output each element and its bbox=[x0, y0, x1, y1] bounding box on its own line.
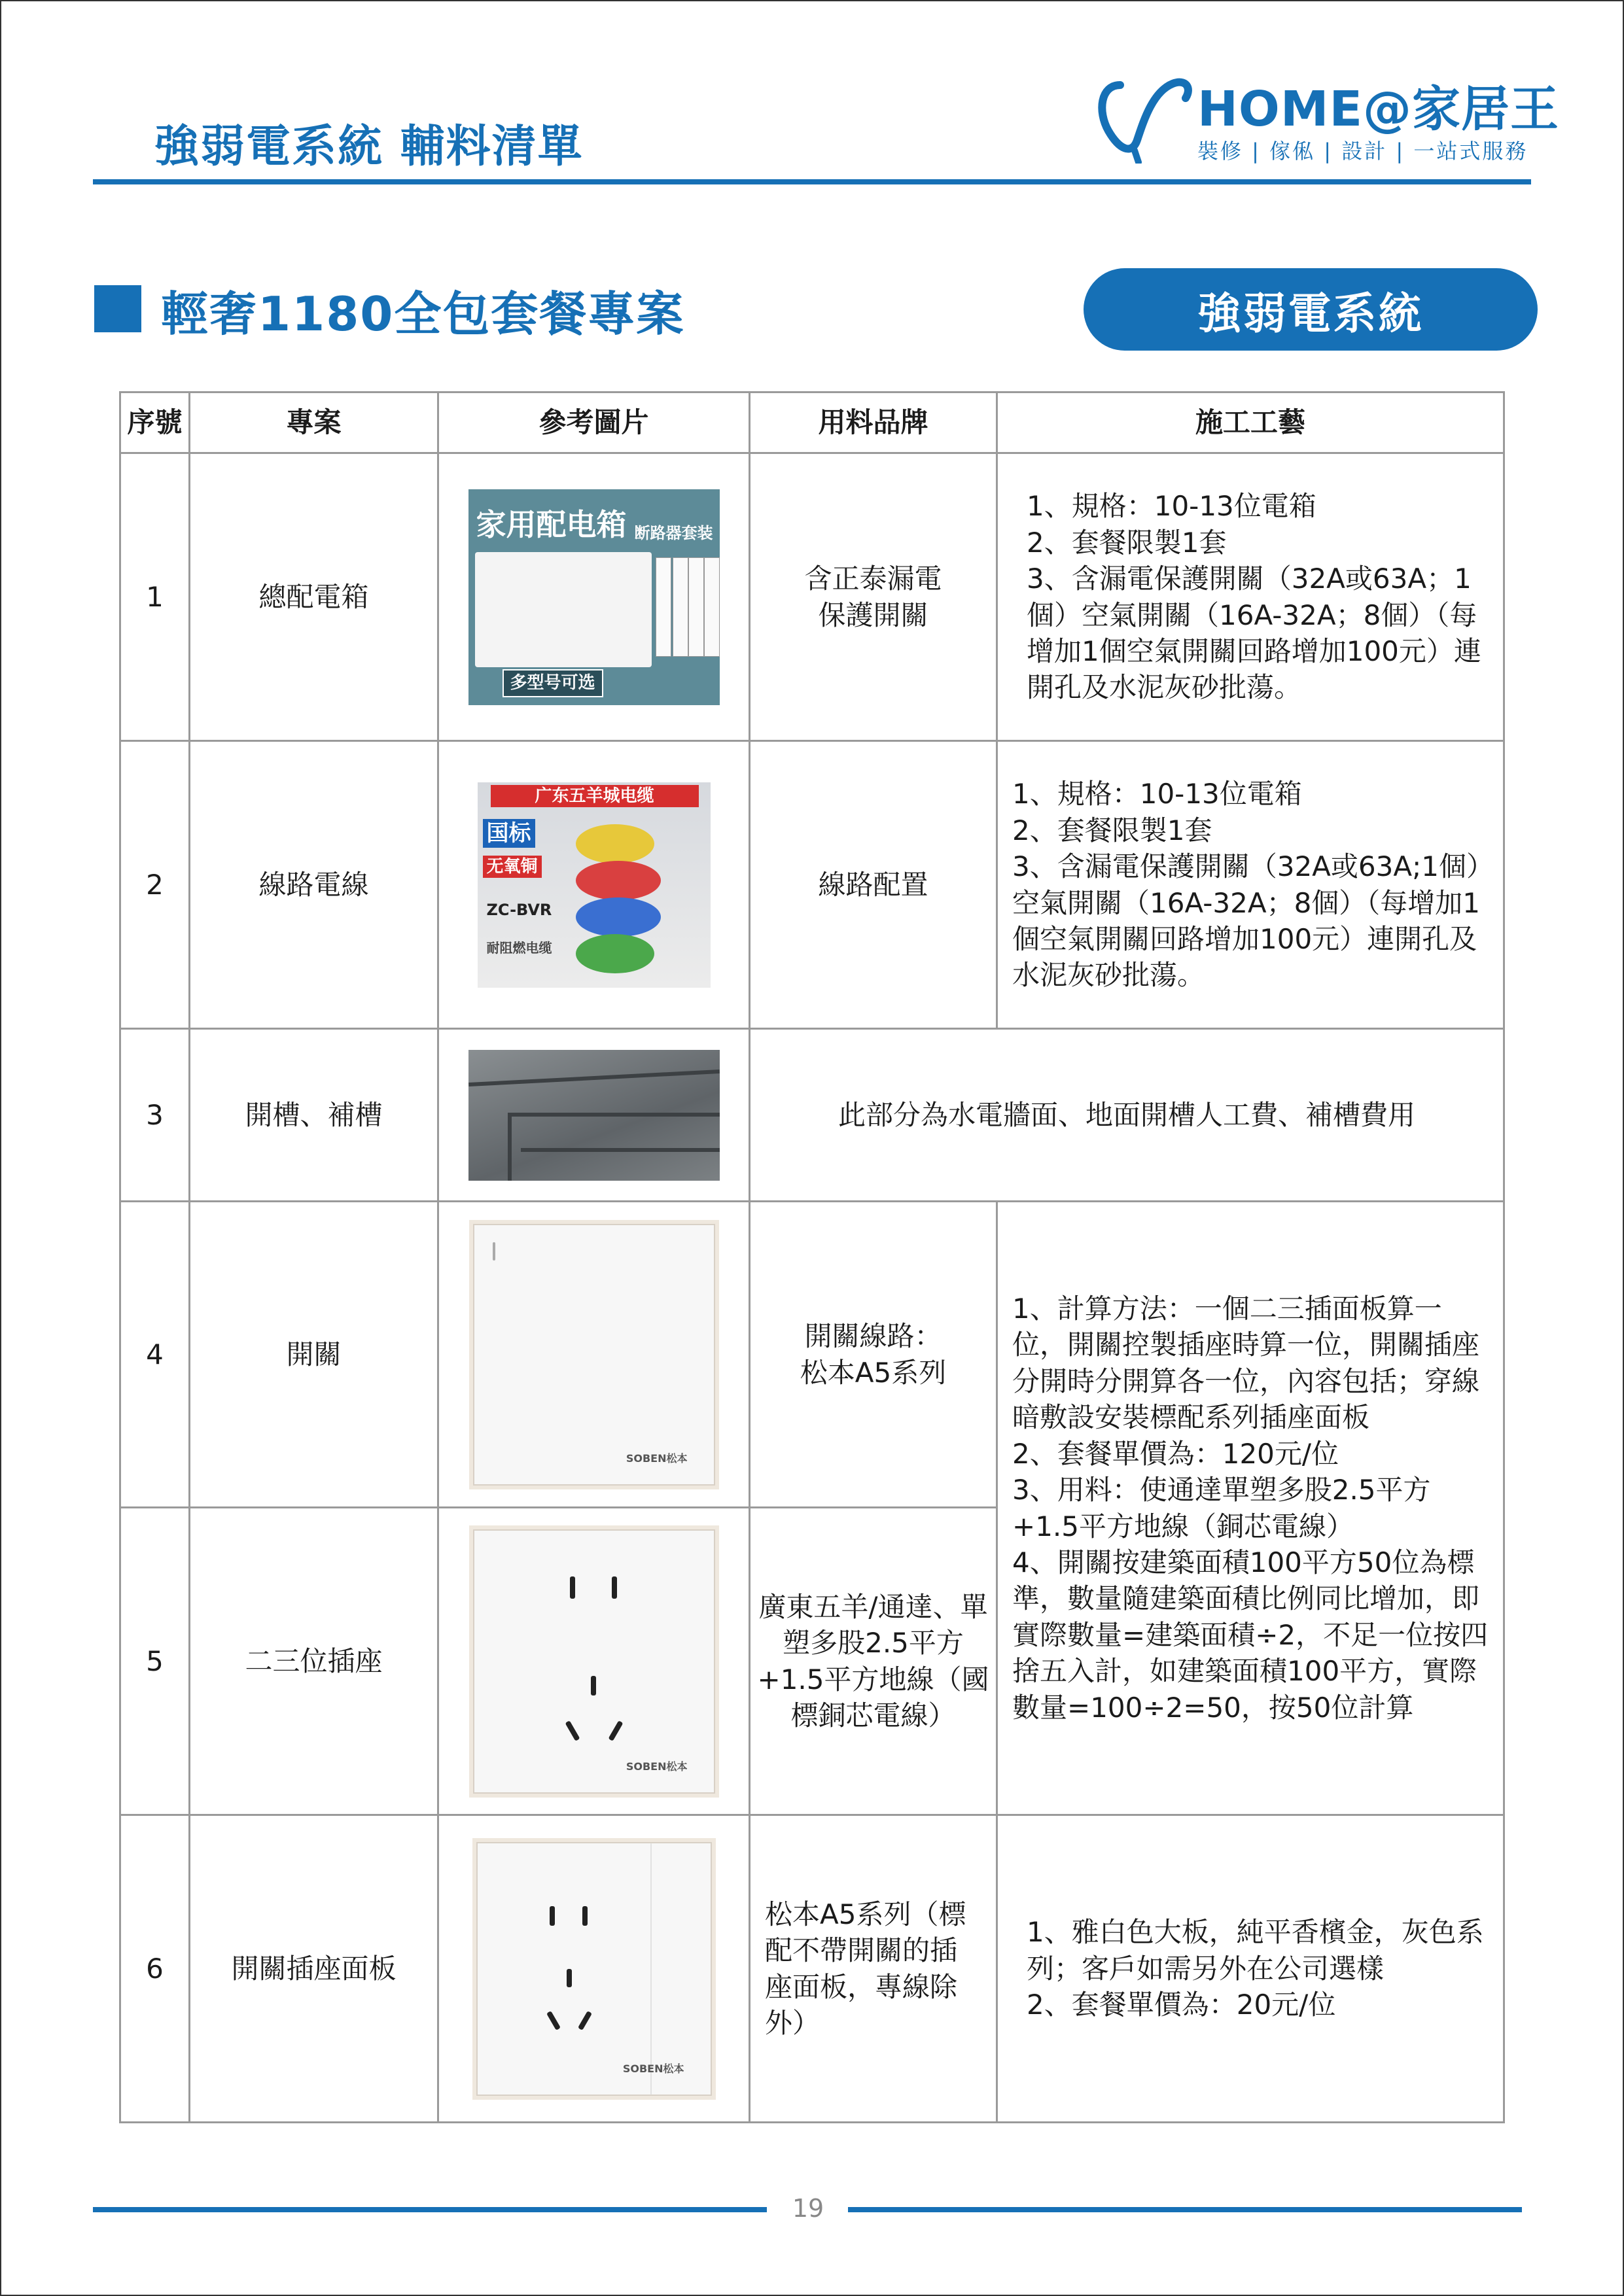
row-item: 二三位插座 bbox=[190, 1508, 438, 1815]
socket-panel-image bbox=[473, 1529, 715, 1794]
socket-pin bbox=[612, 1576, 617, 1599]
socket-pin bbox=[546, 2011, 561, 2030]
header-process: 施工工藝 bbox=[997, 392, 1504, 453]
row-description: 1、規格：10-13位電箱 2、套餐限製1套 3、含漏電保護開關（32A或63A；1個）空氣開關（16A-32A；8個）（每增加1個空氣開關回路增加100元）連開孔及水泥灰砂批蕩。 bbox=[997, 453, 1504, 741]
footer-rule-right bbox=[848, 2207, 1522, 2212]
socket-pin bbox=[567, 1969, 572, 1987]
image-label: 耐阻燃电缆 bbox=[486, 939, 552, 956]
product-logo: SOBEN松本 bbox=[626, 1760, 688, 1773]
row-item: 開關插座面板 bbox=[190, 1815, 438, 2123]
table-row bbox=[120, 1029, 1504, 1202]
row-description: 此部分為水電牆面、地面開槽人工費、補槽費用 bbox=[750, 1029, 1504, 1202]
row-description: 1、計算方法：一個二三插面板算一位，開關控製插座時算一位，開關插座分開時分開算各一位，內容包括；穿線暗敷設安裝標配系列插座面板 2、套餐單價為：120元/位 3、用料：使通達單塑多股2.5平方+1.5平方地線（銅芯電線） 4、開關按建築面積100平方50位為標準，數量隨建築面積比例同比增加，即實際數量=建築面積÷2，不足一位按四捨五入計，如建築面積100平方，實際數量=100÷2=50，按50位計算 bbox=[997, 1202, 1504, 1815]
section-marker bbox=[94, 285, 141, 332]
row-item: 總配電箱 bbox=[190, 453, 438, 741]
socket-pin bbox=[578, 2011, 592, 2030]
socket-pin bbox=[591, 1676, 596, 1696]
header-divider bbox=[93, 179, 1531, 184]
image-tag: 多型号可选 bbox=[503, 669, 603, 697]
socket-pin bbox=[550, 1906, 555, 1926]
logo-slogan: 裝修 | 傢俬 | 設計 | 一站式服務 bbox=[1197, 139, 1528, 164]
header-image: 參考圖片 bbox=[438, 392, 750, 453]
row-brand: 線路配置 bbox=[750, 741, 997, 1029]
row-brand: 含正泰漏電 保護開關 bbox=[750, 453, 997, 741]
section-title: 輕奢1180全包套餐專案 bbox=[161, 287, 685, 341]
row-brand: 開關線路： 松本A5系列 bbox=[750, 1202, 997, 1508]
company-logo[interactable] bbox=[1094, 71, 1560, 169]
row-number: 5 bbox=[120, 1508, 190, 1815]
cable-coil bbox=[576, 824, 654, 863]
groove-line bbox=[508, 1113, 720, 1117]
image-banner: 广东五羊城电缆 bbox=[491, 785, 699, 807]
distribution-box-image bbox=[468, 489, 720, 705]
switch-indicator bbox=[493, 1242, 495, 1261]
row-description: 1、規格：10-13位電箱 2、套餐限製1套 3、含漏電保護開關（32A或63A;1個）空氣開關（16A-32A；8個）（每增加1個空氣開關回路增加100元）連開孔及水泥灰砂批蕩。 bbox=[997, 741, 1504, 1029]
groove-line bbox=[508, 1113, 512, 1181]
row-item: 線路電線 bbox=[190, 741, 438, 1029]
image-subcaption: 断路器套装 bbox=[634, 523, 713, 542]
row-brand: 廣東五羊/通達、單塑多股2.5平方+1.5平方地線（國標銅芯電線） bbox=[750, 1508, 997, 1815]
row-item: 開槽、補槽 bbox=[190, 1029, 438, 1202]
row-image-cell bbox=[438, 1815, 750, 2123]
panel-cover bbox=[475, 552, 652, 667]
table-row bbox=[120, 453, 1504, 741]
table-row bbox=[120, 1202, 1504, 1508]
image-caption: 家用配电箱 bbox=[476, 506, 627, 542]
table-header-row bbox=[120, 392, 1504, 453]
row-image-cell bbox=[438, 1029, 750, 1202]
row-image-cell bbox=[438, 1508, 750, 1815]
socket-pin bbox=[565, 1720, 580, 1741]
table-row bbox=[120, 741, 1504, 1029]
socket-faceplate-image bbox=[476, 1842, 712, 2096]
section-badge: 強弱電系統 bbox=[1084, 268, 1538, 351]
row-number: 6 bbox=[120, 1815, 190, 2123]
image-label: ZC-BVR bbox=[486, 900, 552, 919]
header-item: 專案 bbox=[190, 392, 438, 453]
image-label: 国标 bbox=[483, 819, 535, 848]
logo-v-mark-icon bbox=[1094, 72, 1192, 164]
groove-line bbox=[468, 1069, 720, 1086]
cable-coil bbox=[576, 934, 654, 973]
groove-line bbox=[521, 1148, 720, 1152]
image-label: 无氧铜 bbox=[483, 856, 542, 878]
row-item: 開關 bbox=[190, 1202, 438, 1508]
cable-image bbox=[478, 782, 711, 988]
header-no: 序號 bbox=[120, 392, 190, 453]
breaker bbox=[704, 557, 720, 657]
table-row bbox=[120, 1815, 1504, 2123]
row-description: 1、雅白色大板，純平香檳金，灰色系列；客戶如需另外在公司選樣 2、套餐單價為：20元/位 bbox=[997, 1815, 1504, 2123]
wall-groove-image bbox=[468, 1050, 720, 1181]
row-image-cell bbox=[438, 741, 750, 1029]
row-number: 3 bbox=[120, 1029, 190, 1202]
header-brand: 用料品牌 bbox=[750, 392, 997, 453]
breaker bbox=[656, 557, 671, 657]
breaker bbox=[688, 557, 704, 657]
product-logo: SOBEN松本 bbox=[622, 2062, 684, 2076]
row-image-cell bbox=[438, 1202, 750, 1508]
materials-table bbox=[119, 391, 1505, 2123]
product-logo: SOBEN松本 bbox=[626, 1452, 688, 1465]
socket-pin bbox=[608, 1720, 623, 1741]
switch-panel-image bbox=[473, 1224, 715, 1486]
footer-rule-left bbox=[93, 2207, 767, 2212]
plate-divider bbox=[650, 1843, 652, 2095]
row-number: 1 bbox=[120, 453, 190, 741]
row-number: 4 bbox=[120, 1202, 190, 1508]
socket-pin bbox=[582, 1906, 588, 1926]
cable-coil bbox=[576, 861, 661, 900]
cable-coil bbox=[576, 897, 661, 937]
logo-brand-text: HOME@家居王 bbox=[1197, 81, 1560, 137]
breaker bbox=[673, 557, 688, 657]
row-number: 2 bbox=[120, 741, 190, 1029]
socket-pin bbox=[570, 1576, 575, 1599]
document-title: 強弱電系統 輔料清單 bbox=[154, 121, 584, 173]
page-number: 19 bbox=[792, 2194, 824, 2223]
row-image-cell bbox=[438, 453, 750, 741]
row-brand: 松本A5系列（標配不帶開關的插座面板，專線除外） bbox=[750, 1815, 997, 2123]
